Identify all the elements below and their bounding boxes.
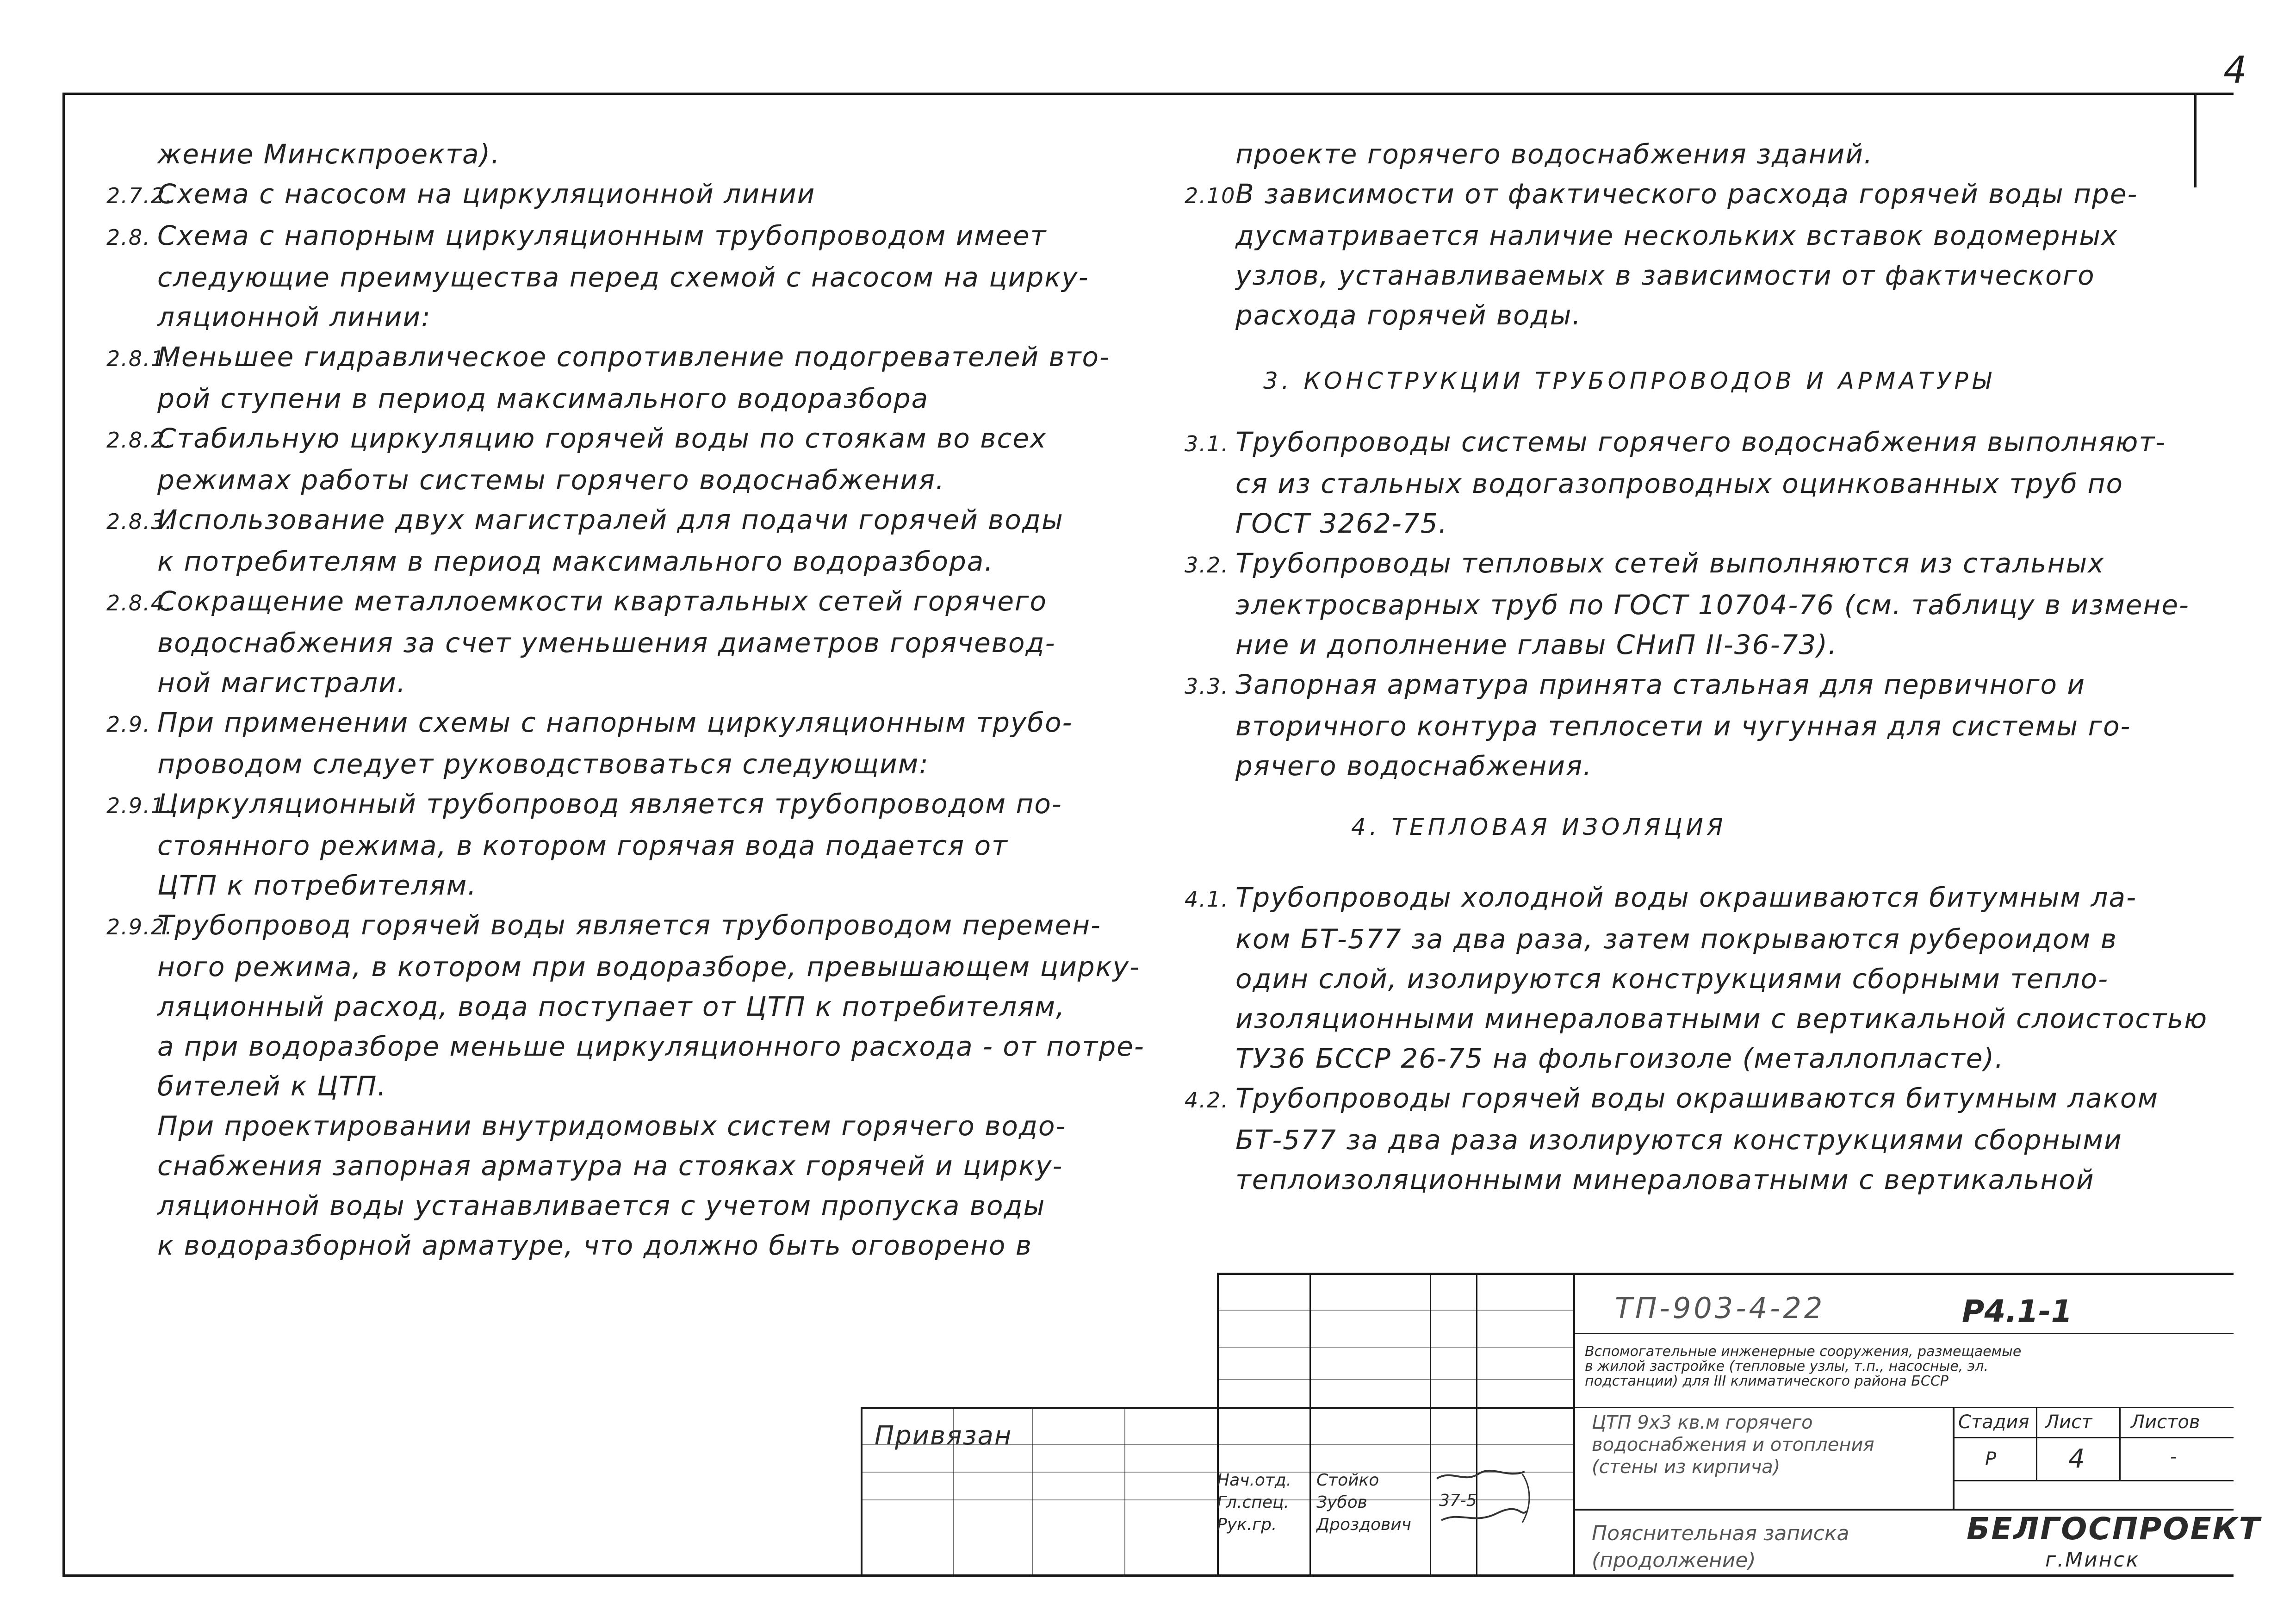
sheet-value: 4 — [2068, 1444, 2085, 1474]
line-text: Трубопроводы системы горячего водоснабжения выполняют- — [1235, 426, 2166, 458]
line-text: бителей к ЦТП. — [157, 1070, 387, 1102]
line-text: В зависимости от фактического расхода горячей воды пре- — [1235, 178, 2138, 210]
line-text: ЦТП к потребителям. — [157, 870, 477, 901]
text-line — [106, 826, 1087, 865]
left-text-column — [106, 134, 1145, 1265]
line-text: жение Минскпроекта). — [157, 138, 501, 170]
clause-number: 3.1. — [1185, 431, 1229, 456]
names-list: Стойко Зубов Дроздович — [1316, 1471, 1411, 1534]
text-line — [106, 744, 1087, 784]
line-text: Трубопроводы горячей воды окрашиваются битумным лаком — [1235, 1082, 2159, 1114]
text-line — [1185, 1038, 2235, 1078]
line-text: узлов, устанавливаемых в зависимости от фактического — [1235, 260, 2095, 291]
clause-number: 2.9.1. — [106, 793, 173, 818]
text-line — [1185, 543, 2235, 585]
clause-number: 2.8.4. — [106, 591, 173, 616]
line-text: рой ступени в период максимального водоразбора — [157, 383, 929, 414]
text-line — [1185, 1078, 2235, 1120]
text-line — [1185, 959, 2235, 999]
text-line — [106, 1066, 1087, 1106]
text-line — [106, 581, 1087, 623]
line-text: рячего водоснабжения. — [1235, 750, 1593, 782]
text-line — [1185, 134, 2235, 174]
text-line — [1185, 746, 2235, 786]
clause-number: 4.2. — [1185, 1088, 1229, 1113]
text-line — [106, 987, 1087, 1026]
document-name: Пояснительная записка (продолжение) — [1592, 1522, 1849, 1572]
text-line — [106, 174, 1087, 216]
clause-number: 2.8.2. — [106, 428, 173, 453]
text-line — [106, 784, 1087, 826]
text-line — [106, 216, 1087, 257]
privyazan-label: Привязан — [875, 1421, 1012, 1451]
text-line — [1185, 706, 2235, 746]
line-text: ного режима, в котором при водоразборе, превышающем цирку- — [157, 951, 1140, 983]
sheet-code: Р4.1-1 — [1962, 1293, 2073, 1329]
signature-note: 37-5 — [1439, 1491, 1477, 1510]
line-text: Трубопроводы тепловых сетей выполняются из стальных — [1235, 547, 2105, 579]
line-text: расхода горячей воды. — [1235, 299, 1582, 331]
text-line — [1185, 877, 2235, 919]
sheet-number: 4 — [2223, 49, 2247, 92]
line-text: БТ-577 за два раза изолируются конструкциями сборными — [1235, 1124, 2122, 1156]
text-line — [106, 905, 1101, 947]
right-text-column — [1185, 134, 2235, 1200]
line-text: Трубопровод горячей воды является трубопроводом перемен- — [157, 909, 1101, 941]
clause-number: 2.9. — [106, 712, 151, 737]
text-line — [106, 460, 1087, 500]
text-line — [1185, 665, 2235, 706]
line-text: а при водоразборе меньше циркуляционного расхода - от потре- — [157, 1031, 1145, 1062]
text-line — [106, 257, 1087, 297]
text-line — [106, 1106, 1087, 1146]
text-line — [106, 1026, 1145, 1066]
clause-number: 2.8.3. — [106, 509, 173, 534]
line-text: один слой, изолируются конструкциями сборными тепло- — [1235, 963, 2109, 995]
line-text: проводом следует руководствоваться следующим: — [157, 748, 929, 780]
clause-number: 2.7.2. — [106, 183, 173, 208]
line-text: теплоизоляционными минераловатными с вертикальной — [1235, 1164, 2095, 1195]
organization-name: БЕЛГОСПРОЕКТ — [1967, 1511, 2261, 1547]
text-line — [106, 1186, 1087, 1225]
clause-number: 2.8. — [106, 225, 151, 250]
line-text: к потребителям в период максимального водоразбора. — [157, 546, 994, 577]
text-line — [106, 134, 1087, 174]
line-text: ной магистрали. — [157, 667, 407, 698]
clause-number: 3.2. — [1185, 553, 1229, 578]
roles-list: Нач.отд. Гл.спец. Рук.гр. — [1217, 1471, 1292, 1534]
clause-number: 2.9.2. — [106, 914, 173, 939]
text-line — [1185, 422, 2235, 464]
text-line — [1185, 255, 2235, 295]
section-2-continuation — [1185, 134, 2235, 335]
text-line — [106, 1225, 1087, 1265]
line-text: вторичного контура теплосети и чугунная для системы го- — [1235, 710, 2131, 742]
text-line — [1185, 1160, 2235, 1200]
line-text: Схема с насосом на циркуляционной линии — [157, 178, 816, 210]
text-line — [106, 663, 1087, 703]
line-text: следующие преимущества перед схемой с насосом на цирку- — [157, 261, 1089, 293]
line-text: Сокращение металлоемкости квартальных сетей горячего — [157, 585, 1047, 617]
line-text: снабжения запорная арматура на стояках горячей и цирку- — [157, 1150, 1063, 1181]
line-text: Стабильную циркуляцию горячей воды по стоякам во всех — [157, 423, 1047, 454]
signatures-scribble — [1432, 1465, 1534, 1530]
project-code: ТП-903-4-22 — [1615, 1291, 1825, 1325]
line-text: режимах работы системы горячего водоснабжения. — [157, 464, 945, 496]
text-line — [106, 337, 1110, 379]
text-line — [1185, 464, 2235, 504]
line-text: При проектировании внутридомовых систем горячего водо- — [157, 1110, 1067, 1142]
section-3-body — [1185, 422, 2235, 786]
text-line — [1185, 919, 2235, 959]
text-line — [1185, 504, 2235, 543]
line-text: Запорная арматура принята стальная для первичного и — [1235, 669, 2086, 700]
line-text: ся из стальных водогазопроводных оцинкованных труб по — [1235, 468, 2123, 499]
line-text: ние и дополнение главы СНиП II-36-73). — [1235, 629, 1838, 660]
section-3-heading: 3. КОНСТРУКЦИИ ТРУБОПРОВОДОВ И АРМАТУРЫ — [1263, 367, 1995, 394]
text-line — [1185, 216, 2235, 255]
title-object-text: ЦТП 9х3 кв.м горячего водоснабжения и отопления (стены из кирпича) — [1592, 1412, 1874, 1478]
line-text: стоянного режима, в котором горячая вода подается от — [157, 830, 1008, 861]
text-line — [1185, 1120, 2235, 1160]
line-text: водоснабжения за счет уменьшения диаметров горячевод- — [157, 627, 1056, 659]
sheets-header: Листов — [2131, 1412, 2200, 1433]
sheets-value: - — [2170, 1446, 2177, 1468]
line-text: Схема с напорным циркуляционным трубопроводом имеет — [157, 220, 1047, 251]
line-text: проекте горячего водоснабжения зданий. — [1235, 138, 1874, 170]
line-text: ляционной воды устанавливается с учетом пропуска воды — [157, 1190, 1046, 1221]
title-small-text: Вспомогательные инженерные сооружения, размещаемые в жилой застройке (тепловые узлы, т.п., насосные, эл. подстанции) для III климатического района БССР — [1585, 1343, 2022, 1389]
text-line — [106, 947, 1140, 987]
stage-header: Стадия — [1958, 1412, 2029, 1433]
line-text: Меньшее гидравлическое сопротивление подогревателей вто- — [157, 341, 1110, 373]
line-text: ком БТ-577 за два раза, затем покрываются рубероидом в — [1235, 923, 2117, 955]
line-text: электросварных труб по ГОСТ 10704-76 (см. таблицу в измене- — [1235, 589, 2190, 621]
clause-number: 4.1. — [1185, 887, 1229, 912]
text-line — [106, 1146, 1087, 1186]
text-line — [106, 297, 1087, 337]
section-4-heading: 4. ТЕПЛОВАЯ ИЗОЛЯЦИЯ — [1351, 814, 1727, 840]
text-line — [1185, 625, 2235, 665]
line-text: Использование двух магистралей для подачи горячей воды — [157, 504, 1064, 535]
line-text: дусматривается наличие нескольких вставок водомерных — [1235, 220, 2118, 251]
clause-number: 2.8.1. — [106, 346, 173, 371]
text-line — [106, 703, 1087, 744]
section-4-body — [1185, 877, 2235, 1200]
clause-number: 2.10. — [1185, 183, 1244, 208]
text-line — [106, 500, 1087, 541]
text-line — [106, 865, 1087, 905]
text-line — [1185, 295, 2235, 335]
organization-city: г.Минск — [2045, 1548, 2140, 1572]
line-text: ГОСТ 3262-75. — [1235, 508, 1448, 539]
line-text: к водоразборной арматуре, что должно быть оговорено в — [157, 1230, 1033, 1261]
text-line — [106, 623, 1087, 663]
line-text: ляционной линии: — [157, 301, 431, 333]
line-text: Циркуляционный трубопровод является трубопроводом по- — [157, 788, 1062, 820]
clause-number: 3.3. — [1185, 674, 1229, 699]
text-line — [106, 418, 1087, 460]
text-line — [106, 541, 1087, 581]
text-line — [106, 379, 1087, 418]
sheet-header: Лист — [2045, 1412, 2092, 1433]
line-text: ТУ36 БССР 26-75 на фольгоизоле (металлопласте). — [1235, 1043, 2004, 1074]
line-text: ляционный расход, вода поступает от ЦТП к потребителям, — [157, 991, 1066, 1022]
line-text: Трубопроводы холодной воды окрашиваются битумным ла- — [1235, 882, 2137, 913]
text-line — [1185, 999, 2235, 1038]
text-line — [1185, 174, 2235, 216]
stage-value: Р — [1985, 1449, 1997, 1470]
text-line — [1185, 585, 2235, 625]
line-text: При применении схемы с напорным циркуляционным трубо- — [157, 707, 1073, 738]
line-text: изоляционными минераловатными с вертикальной слоистостью — [1235, 1003, 2208, 1034]
